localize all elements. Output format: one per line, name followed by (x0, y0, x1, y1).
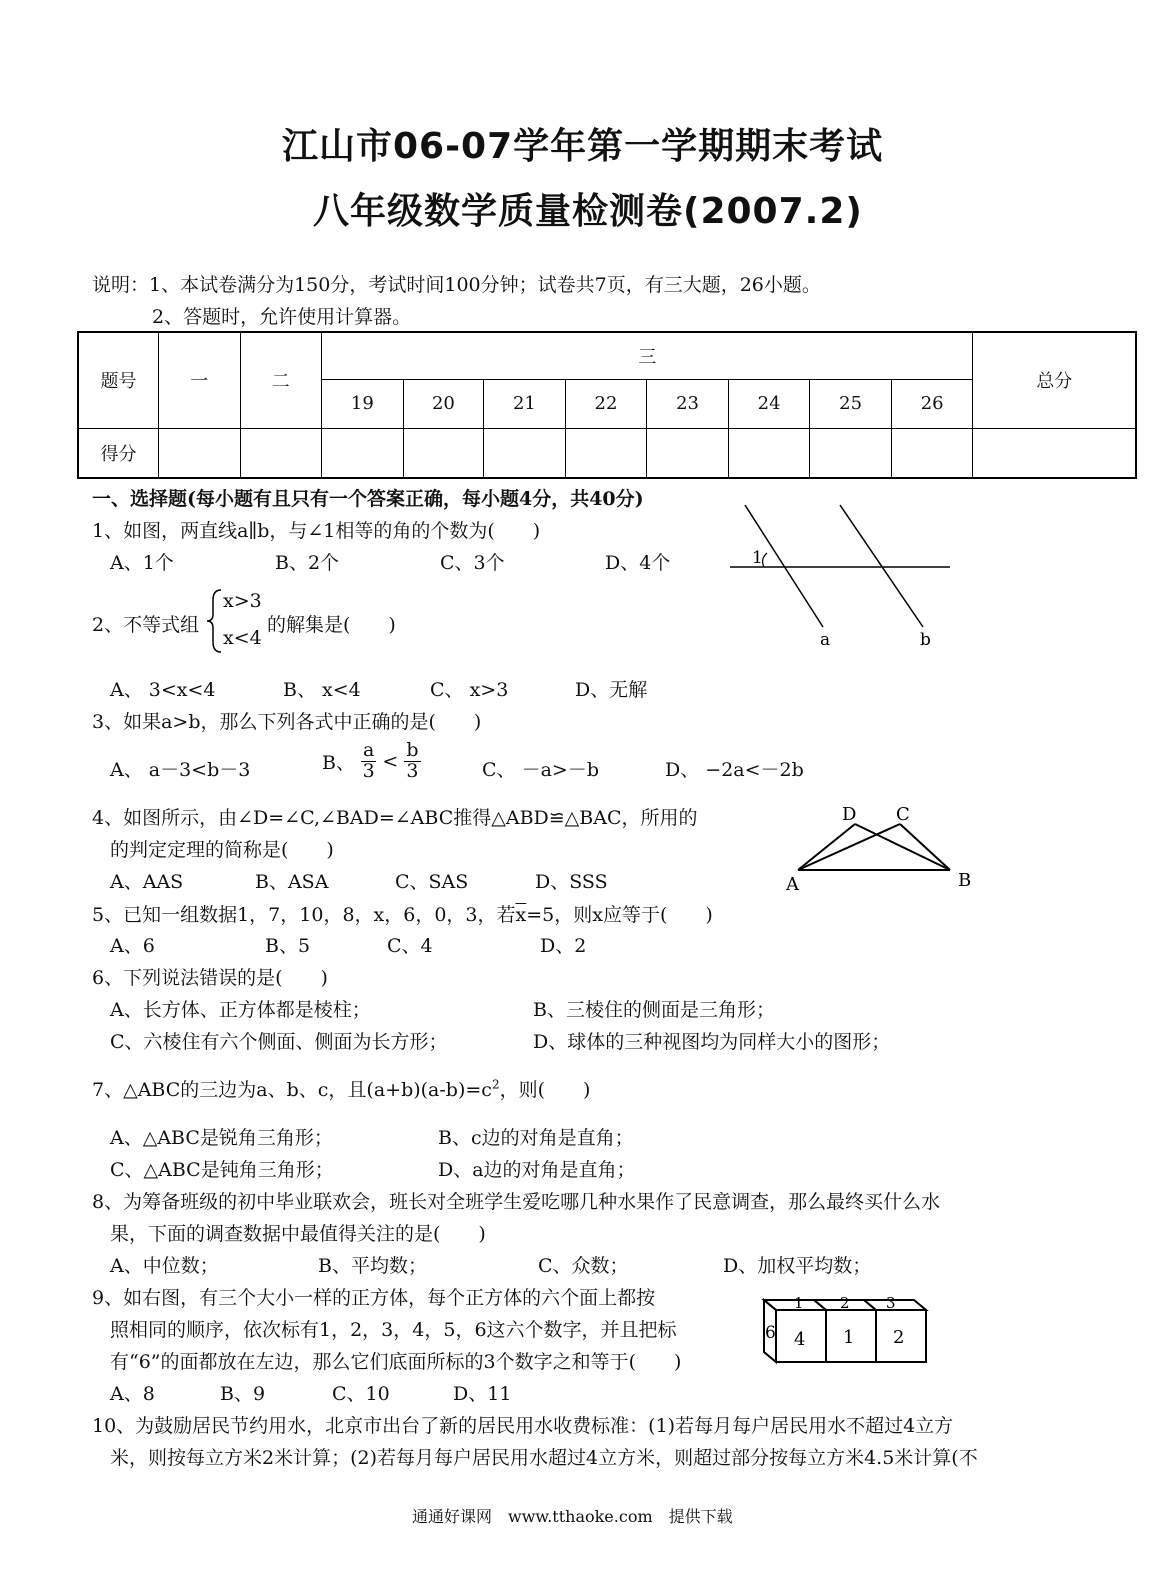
q4-option-a: A、AAS (110, 871, 184, 893)
instructions-line-2: 2、答题时，允许使用计算器。 (152, 306, 412, 328)
q4-stem-line-2: 的判定定理的简称是( ) (110, 839, 334, 861)
score-cell[interactable] (240, 428, 322, 478)
q7-stem-post: ，则( ) (499, 1079, 591, 1101)
q3-option-d: D、 −2a<－2b (665, 759, 804, 781)
x-bar-symbol: $\overline{x}$ (515, 904, 527, 926)
q8-option-a: A、中位数； (110, 1255, 219, 1277)
score-table (77, 331, 1137, 479)
question-header: 21 (484, 379, 566, 428)
q6-option-c: C、六棱住有六个侧面、侧面为长方形； (110, 1031, 448, 1053)
score-cell[interactable] (810, 428, 892, 478)
question-header: 20 (403, 379, 484, 428)
q6-stem: 6、下列说法错误的是( ) (92, 967, 328, 989)
q5-option-d: D、2 (540, 935, 587, 957)
q3-option-b-label: B、 (322, 751, 355, 774)
exam-subtitle: 八年级数学质量检测卷(2007.2) (313, 191, 863, 232)
page-footer: 通通好课网 www.tthaoke.com 提供下载 (412, 1507, 733, 1526)
q8-option-b: B、平均数； (318, 1255, 427, 1277)
q7-option-a: A、△ABC是锐角三角形； (110, 1127, 333, 1149)
score-cell[interactable] (159, 428, 241, 478)
q8-stem-line-2: 果，下面的调查数据中最值得关注的是( ) (110, 1223, 486, 1245)
point-b-label: B (958, 870, 972, 891)
q9-option-d: D、11 (453, 1383, 512, 1405)
q6-option-b: B、三棱住的侧面是三角形； (533, 999, 775, 1021)
q9-stem-line-1: 9、如右图，有三个大小一样的正方体，每个正方体的六个面上都按 (92, 1287, 656, 1309)
cube-front-label: 2 (893, 1327, 905, 1348)
q8-option-d: D、加权平均数； (723, 1255, 872, 1277)
point-a-label: A (786, 874, 799, 895)
q6-option-a: A、长方体、正方体都是棱柱； (110, 999, 371, 1021)
question-header: 26 (891, 379, 973, 428)
q8-option-c: C、众数； (538, 1255, 629, 1277)
q5-stem (92, 900, 713, 927)
q9-option-a: A、8 (110, 1383, 155, 1405)
q4-option-b: B、ASA (255, 871, 329, 893)
q9-option-b: B、9 (220, 1383, 266, 1405)
denominator: 3 (406, 759, 419, 782)
question-header: 22 (565, 379, 647, 428)
point-d-label: D (842, 804, 857, 825)
congruent-triangles-figure (780, 800, 980, 895)
numerator: a (363, 739, 375, 761)
q1-option-a: A、1个 (110, 552, 174, 574)
q9-stem-line-2: 照相同的顺序，依次标有1，2，3，4，5，6这六个数字，并且把标 (110, 1319, 677, 1341)
q10-stem-line-2: 米，则按每立方米2米计算；(2)若每月每户居民用水超过4立方米，则超过部分按每立方米4.5米计算(不 (110, 1447, 978, 1469)
exponent: 2 (491, 1077, 500, 1092)
q4-option-d: D、SSS (535, 871, 608, 893)
fraction (404, 741, 420, 782)
cube-top-label: 1 (794, 1294, 804, 1312)
cube-top-label: 2 (840, 1294, 850, 1312)
score-cell[interactable] (484, 428, 566, 478)
q7-option-d: D、a边的对角是直角； (438, 1159, 636, 1181)
q4-option-c: C、SAS (395, 871, 469, 893)
q7-stem-pre: 7、△ABC的三边为a、b、c，且(a+b)(a-b)=c (92, 1079, 492, 1101)
numerator: b (406, 739, 419, 761)
section-2-header: 二 (240, 332, 322, 428)
q1-option-c: C、3个 (440, 552, 505, 574)
q10-stem-line-1: 10、为鼓励居民节约用水，北京市出台了新的居民用水收费标准：(1)若每月每户居民用水不超过4立方 (92, 1415, 954, 1437)
row-header-question-number: 题号 (78, 332, 159, 428)
q3-option-a: A、 a－3<b－3 (110, 759, 251, 781)
q5-option-c: C、4 (387, 935, 433, 957)
three-cubes-figure (760, 1290, 940, 1370)
q3-stem: 3、如果a>b，那么下列各式中正确的是( ) (92, 711, 482, 733)
q7-option-b: B、c边的对角是直角； (438, 1127, 634, 1149)
fraction (361, 741, 376, 782)
score-cell[interactable] (891, 428, 973, 478)
exam-title: 江山市06-07学年第一学期期末考试 (282, 126, 884, 167)
q2-inequality-2: x<4 (223, 627, 262, 649)
point-c-label: C (896, 804, 910, 825)
q8-stem-line-1: 8、为筹备班级的初中毕业联欢会，班长对全班学生爱吃哪几种水果作了民意调查，那么最终买什么水 (92, 1191, 941, 1213)
denominator: 3 (362, 759, 375, 782)
q5-option-b: B、5 (265, 935, 311, 957)
total-score-cell[interactable] (973, 428, 1136, 478)
q5-option-a: A、6 (110, 935, 155, 957)
row-header-score: 得分 (78, 428, 159, 478)
score-cell[interactable] (728, 428, 810, 478)
cube-front-label: 4 (794, 1329, 806, 1350)
section-3-header: 三 (322, 332, 973, 379)
question-header: 25 (810, 379, 892, 428)
parallel-lines-figure (720, 495, 960, 660)
q2-suffix: 的解集是( ) (267, 614, 396, 636)
score-cell[interactable] (565, 428, 647, 478)
q1-stem: 1、如图，两直线a∥b，与∠1相等的角的个数为( ) (92, 520, 541, 542)
cube-top-label: 3 (886, 1294, 896, 1312)
score-cell[interactable] (322, 428, 404, 478)
score-cell[interactable] (403, 428, 484, 478)
q2-option-a: A、 3<x<4 (110, 679, 216, 701)
q2-prefix: 2、不等式组 (92, 614, 200, 636)
question-header: 19 (322, 379, 404, 428)
score-cell[interactable] (647, 428, 729, 478)
q5-stem-pre: 5、已知一组数据1，7，10，8，x，6，0，3，若 (92, 904, 516, 926)
q9-stem-line-3: 有“6”的面都放在左边，那么它们底面所标的3个数字之和等于( ) (110, 1351, 682, 1373)
question-header: 24 (728, 379, 810, 428)
q1-option-b: B、2个 (275, 552, 340, 574)
q1-option-d: D、4个 (605, 552, 671, 574)
section-1-header: 一 (159, 332, 241, 428)
q5-stem-post: =5，则x应等于( ) (526, 904, 713, 926)
instructions-line-1: 说明：1、本试卷满分为150分，考试时间100分钟；试卷共7页，有三大题，26小题。 (92, 274, 821, 296)
cube-front-label: 1 (843, 1327, 855, 1348)
q2-option-c: C、 x>3 (430, 679, 509, 701)
q9-option-c: C、10 (332, 1383, 390, 1405)
q2-option-d: D、无解 (575, 679, 648, 701)
q7-option-c: C、△ABC是钝角三角形； (110, 1159, 334, 1181)
q6-option-d: D、球体的三种视图均为同样大小的图形； (533, 1031, 891, 1053)
total-header: 总分 (973, 332, 1136, 428)
section-1-heading: 一、选择题(每小题有且只有一个答案正确，每小题4分，共40分) (92, 488, 644, 510)
q2-inequality-1: x>3 (223, 590, 262, 612)
line-a-label: a (820, 630, 831, 650)
left-brace-icon (205, 588, 225, 654)
less-than-sign: < (382, 750, 399, 773)
q7-stem (92, 1075, 590, 1102)
q4-stem-line-1: 4、如图所示，由∠D=∠C,∠BAD=∠ABC推得△ABD≌△BAC，所用的 (92, 807, 698, 829)
cube-side-label: 6 (765, 1323, 776, 1343)
line-b-label: b (920, 630, 931, 650)
q3-option-b (322, 741, 421, 782)
q2-option-b: B、 x<4 (283, 679, 361, 701)
question-header: 23 (647, 379, 729, 428)
q3-option-c: C、 －a>－b (482, 759, 599, 781)
angle-1-label: 1 (752, 548, 763, 568)
